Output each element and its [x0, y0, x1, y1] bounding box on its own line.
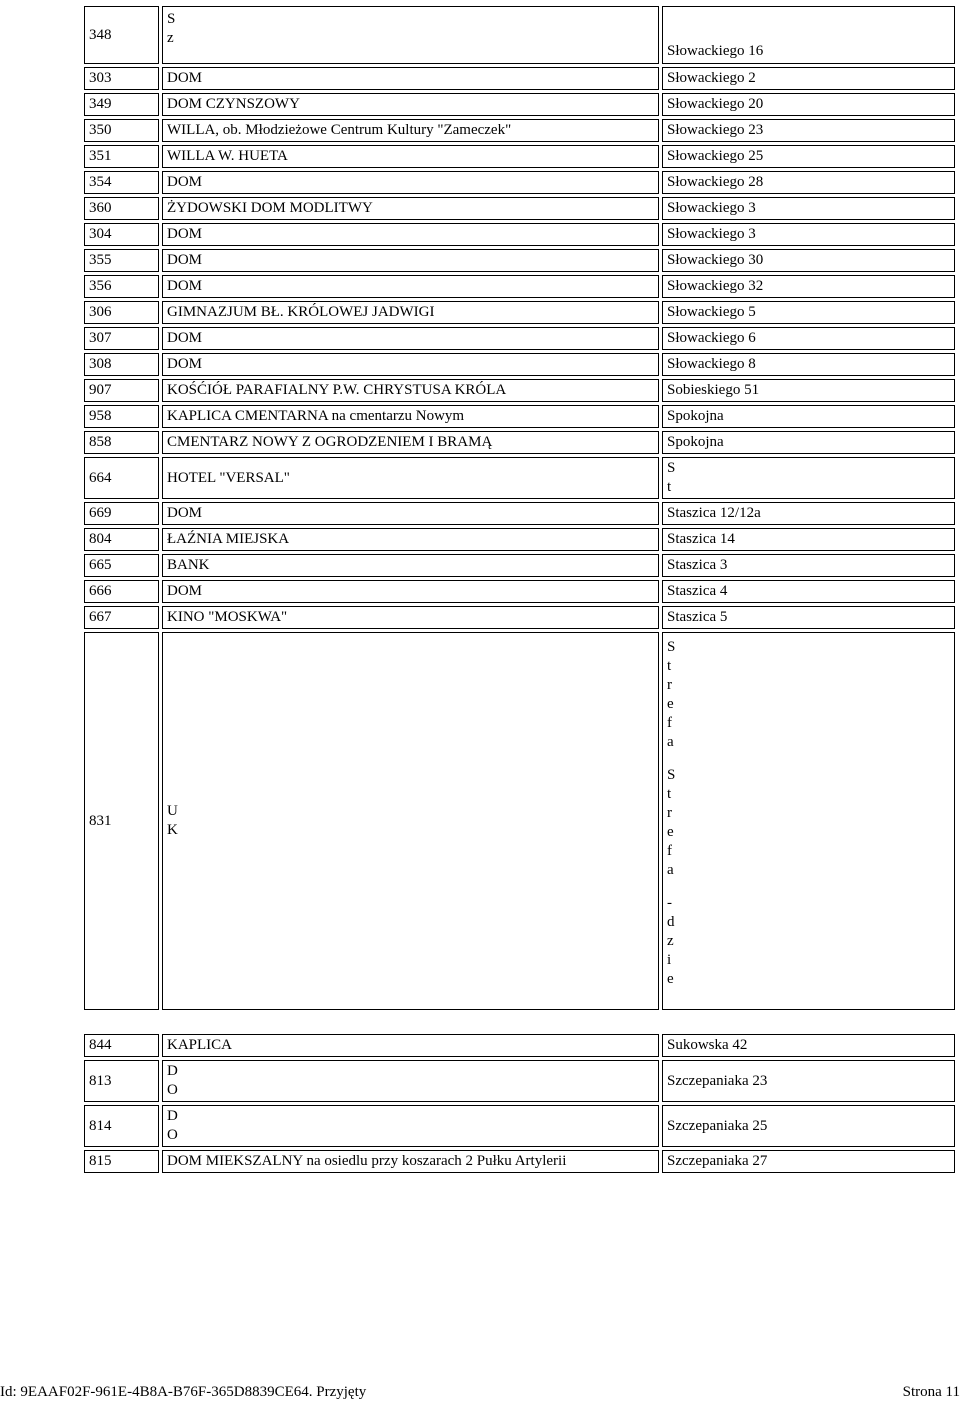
table-row	[84, 223, 955, 246]
object-name: HOTEL "VERSAL"	[162, 457, 659, 499]
table-row	[84, 405, 955, 428]
object-name: WILLA, ob. Młodzieżowe Centrum Kultury "Zameczek"	[162, 119, 659, 142]
row-number: 303	[84, 67, 159, 90]
table-row	[84, 6, 955, 64]
object-address: Słowackiego 28	[662, 171, 955, 194]
blank-cell	[84, 1013, 159, 1031]
protection-zone-description	[667, 766, 950, 880]
row-number: 664	[84, 457, 159, 499]
object-address	[662, 457, 955, 499]
object-name: BANK	[162, 554, 659, 577]
object-address: Słowackiego 20	[662, 93, 955, 116]
text-line: a	[667, 862, 674, 878]
object-address: Szczepaniaka 23	[662, 1060, 955, 1102]
text-line: e	[667, 824, 674, 840]
text-line: U	[167, 803, 178, 819]
text-line: S	[667, 639, 676, 655]
text-line: a	[667, 734, 674, 750]
row-number: 356	[84, 275, 159, 298]
row-number: 306	[84, 301, 159, 324]
table-row	[84, 1060, 955, 1102]
text-line: D	[167, 1108, 178, 1124]
row-number: 844	[84, 1034, 159, 1057]
table-row	[84, 197, 955, 220]
page-number: Strona 11	[902, 1384, 960, 1400]
row-number: 351	[84, 145, 159, 168]
heritage-register-table	[81, 3, 958, 1176]
text-line: -	[667, 895, 672, 911]
row-number: 665	[84, 554, 159, 577]
blank-cell	[162, 1013, 659, 1031]
object-name: KAPLICA CMENTARNA na cmentarzu Nowym	[162, 405, 659, 428]
object-name: DOM	[162, 275, 659, 298]
object-name	[162, 632, 659, 1010]
text-line: S	[167, 11, 176, 27]
text-line: t	[667, 786, 672, 802]
table-row	[84, 528, 955, 551]
protection-zone-description	[667, 894, 950, 989]
object-address: Staszica 5	[662, 606, 955, 629]
object-name: DOM MIEKSZALNY na osiedlu przy koszarach 2 Pułku Artylerii	[162, 1150, 659, 1173]
table-row	[84, 67, 955, 90]
document-id: Id: 9EAAF02F-961E-4B8A-B76F-365D8839CE64. Przyjęty	[0, 1384, 367, 1400]
object-name: ŁAŹNIA MIEJSKA	[162, 528, 659, 551]
row-number: 907	[84, 379, 159, 402]
row-number: 813	[84, 1060, 159, 1102]
table-row	[84, 1105, 955, 1147]
row-number: 350	[84, 119, 159, 142]
text-line: f	[667, 843, 672, 859]
object-name: ŻYDOWSKI DOM MODLITWY	[162, 197, 659, 220]
table-row	[84, 145, 955, 168]
text-line: S	[667, 460, 676, 476]
row-number: 354	[84, 171, 159, 194]
table-row	[84, 379, 955, 402]
protection-zone-description	[667, 638, 950, 752]
object-name: DOM	[162, 327, 659, 350]
table-row	[84, 353, 955, 376]
table-row	[84, 431, 955, 454]
row-number: 355	[84, 249, 159, 272]
row-number: 667	[84, 606, 159, 629]
row-number: 815	[84, 1150, 159, 1173]
row-number: 958	[84, 405, 159, 428]
object-address: Szczepaniaka 25	[662, 1105, 955, 1147]
text-line: e	[667, 696, 674, 712]
object-address: Słowackiego 16	[662, 6, 955, 64]
text-line: O	[167, 1082, 178, 1098]
object-address: Sukowska 42	[662, 1034, 955, 1057]
table-row	[84, 606, 955, 629]
row-number: 348	[84, 6, 159, 64]
table-row	[84, 93, 955, 116]
object-name	[162, 1105, 659, 1147]
text-line: t	[667, 658, 672, 674]
row-number: 360	[84, 197, 159, 220]
object-name: DOM CZYNSZOWY	[162, 93, 659, 116]
object-name: CMENTARZ NOWY Z OGRODZENIEM I BRAMĄ	[162, 431, 659, 454]
row-number: 308	[84, 353, 159, 376]
table-row	[84, 580, 955, 603]
object-address: Słowackiego 2	[662, 67, 955, 90]
table-row	[84, 249, 955, 272]
object-address: Słowackiego 30	[662, 249, 955, 272]
object-address: Szczepaniaka 27	[662, 1150, 955, 1173]
text-line: O	[167, 1127, 178, 1143]
text-line: f	[667, 715, 672, 731]
row-number: 814	[84, 1105, 159, 1147]
row-number: 669	[84, 502, 159, 525]
text-line: r	[667, 805, 672, 821]
object-address: Słowackiego 8	[662, 353, 955, 376]
table-row	[84, 327, 955, 350]
object-address: Słowackiego 32	[662, 275, 955, 298]
text-line: i	[667, 952, 672, 968]
object-address: Staszica 4	[662, 580, 955, 603]
object-address: Słowackiego 23	[662, 119, 955, 142]
text-line: S	[667, 767, 676, 783]
table-row	[84, 632, 955, 1010]
table-row	[84, 275, 955, 298]
text-line: r	[667, 677, 672, 693]
text-line: d	[667, 914, 675, 930]
row-number: 307	[84, 327, 159, 350]
object-name: DOM	[162, 249, 659, 272]
blank-cell	[662, 1013, 955, 1031]
table-row	[84, 1150, 955, 1173]
table-row	[84, 301, 955, 324]
object-address: Słowackiego 3	[662, 223, 955, 246]
table-row	[84, 171, 955, 194]
object-name: KINO "MOSKWA"	[162, 606, 659, 629]
object-name: DOM	[162, 223, 659, 246]
table-row	[84, 502, 955, 525]
table-row	[84, 119, 955, 142]
object-name: GIMNAZJUM BŁ. KRÓLOWEJ JADWIGI	[162, 301, 659, 324]
object-address: Słowackiego 25	[662, 145, 955, 168]
object-name: DOM	[162, 171, 659, 194]
object-address: Słowackiego 5	[662, 301, 955, 324]
row-number: 831	[84, 632, 159, 1010]
object-name: DOM	[162, 67, 659, 90]
object-name: DOM	[162, 502, 659, 525]
object-name	[162, 1060, 659, 1102]
spacer-row	[84, 1013, 955, 1031]
object-name	[162, 6, 659, 64]
text-line: t	[667, 479, 672, 495]
object-address	[662, 632, 955, 1010]
object-name: KOŚĆIÓŁ PARAFIALNY P.W. CHRYSTUSA KRÓLA	[162, 379, 659, 402]
text-line: D	[167, 1063, 178, 1079]
text-line: K	[167, 822, 178, 838]
object-address: Spokojna	[662, 405, 955, 428]
object-address: Staszica 14	[662, 528, 955, 551]
object-address: Słowackiego 6	[662, 327, 955, 350]
table-row	[84, 457, 955, 499]
table-row	[84, 1034, 955, 1057]
row-number: 666	[84, 580, 159, 603]
row-number: 349	[84, 93, 159, 116]
row-number: 804	[84, 528, 159, 551]
object-name: DOM	[162, 353, 659, 376]
row-number: 858	[84, 431, 159, 454]
object-address: Spokojna	[662, 431, 955, 454]
text-line: e	[667, 971, 674, 987]
table-row	[84, 554, 955, 577]
object-name: WILLA W. HUETA	[162, 145, 659, 168]
row-number: 304	[84, 223, 159, 246]
object-address: Sobieskiego 51	[662, 379, 955, 402]
text-line: z	[667, 933, 674, 949]
object-address: Staszica 12/12a	[662, 502, 955, 525]
text-line: z	[167, 30, 174, 46]
object-name: DOM	[162, 580, 659, 603]
object-name: KAPLICA	[162, 1034, 659, 1057]
object-address: Słowackiego 3	[662, 197, 955, 220]
object-address: Staszica 3	[662, 554, 955, 577]
